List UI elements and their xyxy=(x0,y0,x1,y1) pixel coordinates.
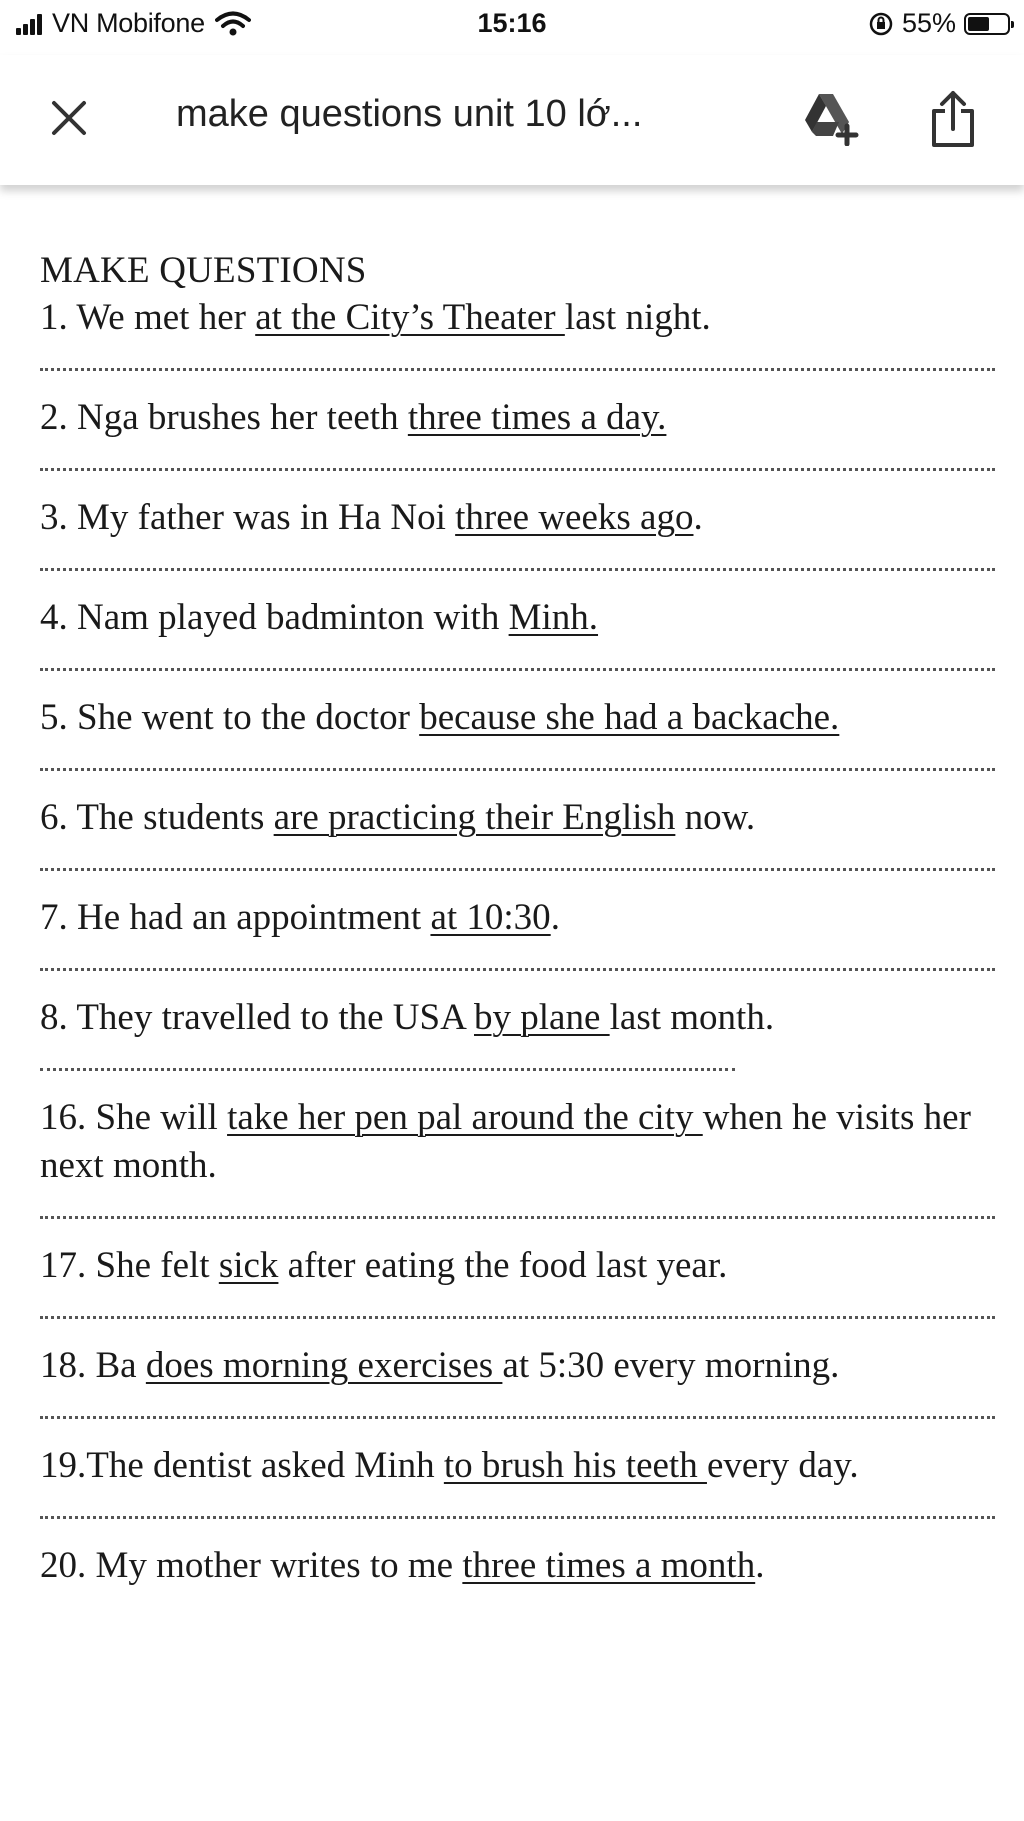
answer-line xyxy=(40,442,1010,494)
underlined-part: three times a day. xyxy=(407,397,667,438)
carrier-name: VN Mobifone xyxy=(52,8,205,38)
question-line: 8. They travelled to the USA by plane last month. xyxy=(40,997,775,1038)
share-icon xyxy=(929,89,977,149)
answer-line xyxy=(40,642,1010,694)
answer-line xyxy=(40,942,1010,994)
close-icon xyxy=(49,98,89,138)
share-button[interactable] xyxy=(920,83,986,155)
underlined-part: take her pen pal around the city xyxy=(227,1097,703,1138)
underlined-part: because she had a backache. xyxy=(419,697,840,738)
underlined-part: Minh. xyxy=(508,597,599,638)
underlined-part: three times a month xyxy=(462,1545,756,1586)
add-to-drive-button[interactable] xyxy=(800,87,864,151)
answer-line xyxy=(40,742,1010,794)
question-line: 16. She will take her pen pal around the city when he visits her next month. xyxy=(40,1097,971,1186)
question-line: 1. We met her at the City’s Theater last night. xyxy=(40,297,711,338)
battery-percent: 55% xyxy=(901,8,956,38)
question-line: 5. She went to the doctor because she had a backache. xyxy=(40,697,840,738)
question-line: 3. My father was in Ha Noi three weeks ago. xyxy=(40,497,703,538)
question-line: 2. Nga brushes her teeth three times a day. xyxy=(40,397,667,438)
underlined-part: three weeks ago xyxy=(455,497,694,538)
drive-add-icon xyxy=(803,92,861,146)
document-title: make questions unit 10 lớ... xyxy=(176,93,643,135)
answer-line xyxy=(40,1290,1010,1342)
answer-line xyxy=(40,1190,1010,1242)
underlined-part: at the City’s Theater xyxy=(255,297,565,338)
answer-line xyxy=(40,1390,1010,1442)
battery-fill xyxy=(968,17,989,31)
underlined-part: at 10:30 xyxy=(430,897,551,938)
status-right xyxy=(868,8,1010,39)
answer-line xyxy=(40,842,1010,894)
close-button[interactable] xyxy=(36,85,102,151)
document-body xyxy=(40,248,1010,1590)
question-line: 4. Nam played badminton with Minh. xyxy=(40,597,599,638)
underlined-part: to brush his teeth xyxy=(443,1445,707,1486)
question-line: 6. The students are practicing their English now. xyxy=(40,797,756,838)
worksheet-heading: MAKE QUESTIONS xyxy=(40,250,367,291)
question-line: 7. He had an appointment at 10:30. xyxy=(40,897,560,938)
status-bar xyxy=(0,0,1024,50)
app-bar xyxy=(0,55,1024,185)
question-line: 20. My mother writes to me three times a month. xyxy=(40,1545,765,1586)
question-line: 19.The dentist asked Minh to brush his teeth every day. xyxy=(40,1445,859,1486)
answer-line xyxy=(40,342,1010,394)
answer-line xyxy=(40,1490,1010,1542)
underlined-part: does morning exercises xyxy=(145,1345,503,1386)
underlined-part: by plane xyxy=(474,997,610,1038)
rotation-lock-icon xyxy=(868,11,894,37)
underlined-part: sick xyxy=(218,1245,279,1286)
question-line: 17. She felt sick after eating the food last year. xyxy=(40,1245,728,1286)
underlined-part: are practicing their English xyxy=(273,797,676,838)
answer-line xyxy=(40,542,1010,594)
question-line: 18. Ba does morning exercises at 5:30 every morning. xyxy=(40,1345,840,1386)
status-time: 15:16 xyxy=(477,8,547,38)
battery-icon xyxy=(964,13,1010,35)
answer-line xyxy=(40,1042,1010,1094)
